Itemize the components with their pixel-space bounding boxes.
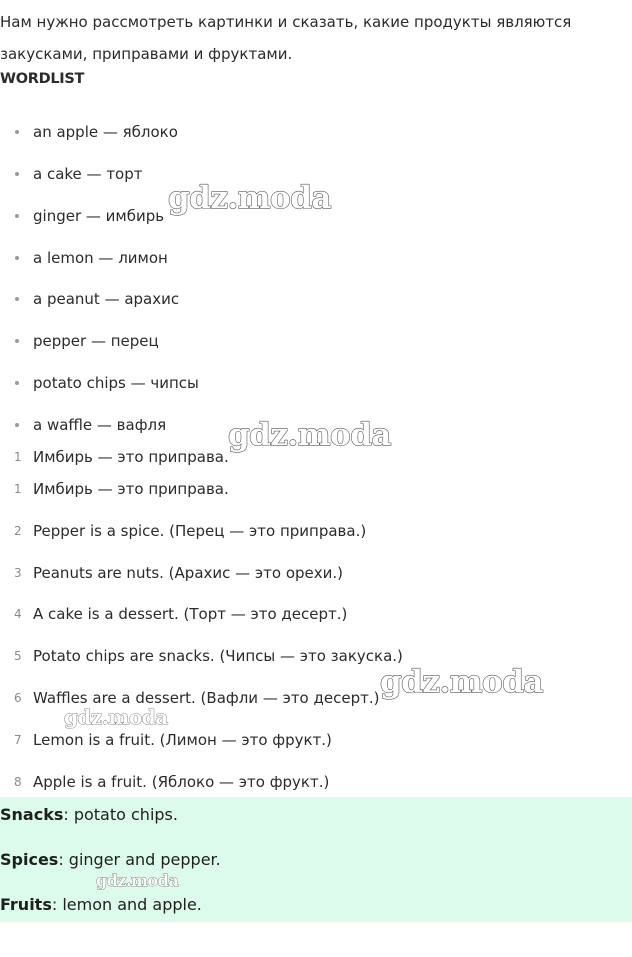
answer-fruits: Fruits: lemon and apple. <box>0 895 202 914</box>
answer-spices: Spices: ginger and pepper. <box>0 850 221 869</box>
sentence-number: 7 <box>14 733 22 747</box>
answer-snacks: Snacks: potato chips. <box>0 805 178 824</box>
sentence-number: 4 <box>14 607 22 621</box>
sentence-number: 2 <box>14 524 22 538</box>
watermark-logo: gdz.moda <box>228 417 391 453</box>
wordlist-heading: WORDLIST <box>0 71 85 87</box>
bullet-icon <box>15 256 19 260</box>
sentence-number: 6 <box>14 691 22 705</box>
watermark-logo: gdz.moda <box>96 871 179 890</box>
watermark-logo: gdz.moda <box>380 664 543 700</box>
bullet-icon <box>15 423 19 427</box>
answer-box <box>0 797 632 922</box>
sentence-number: 1 <box>14 450 22 464</box>
intro-text: Нам нужно рассмотреть картинки и сказать, какие продукты являются закусками, приправами и фруктами. <box>0 13 572 63</box>
bullet-icon <box>15 297 19 301</box>
bullet-icon <box>15 130 19 134</box>
sentence-number: 1 <box>14 482 22 496</box>
bullet-icon <box>15 381 19 385</box>
bullet-icon <box>15 214 19 218</box>
sentence-number: 5 <box>14 649 22 663</box>
watermark-logo: gdz.moda <box>64 705 168 729</box>
sentence-number: 8 <box>14 775 22 789</box>
bullet-icon <box>15 172 19 176</box>
sentence-number: 3 <box>14 566 22 580</box>
watermark-logo: gdz.moda <box>168 180 331 216</box>
bullet-icon <box>15 339 19 343</box>
